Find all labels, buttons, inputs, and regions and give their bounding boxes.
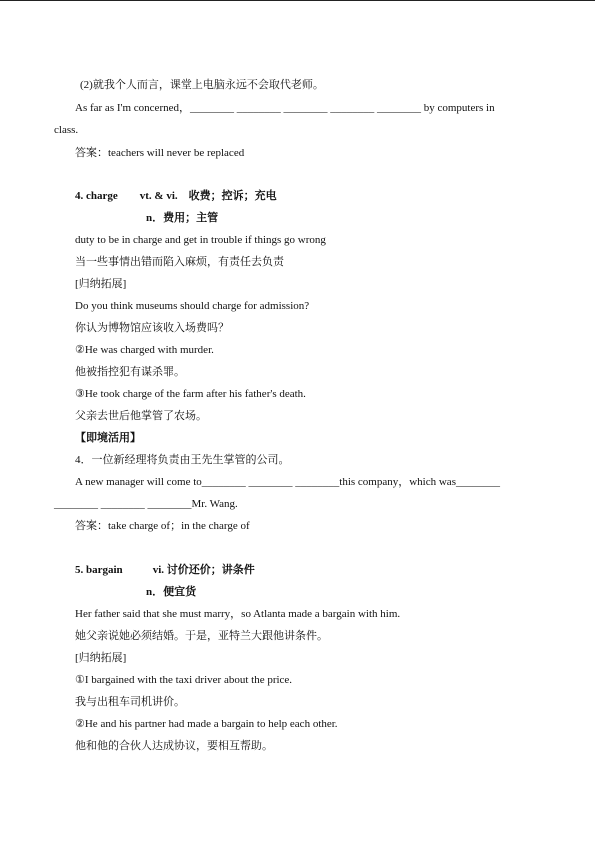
- entry-word: 4. charge: [75, 190, 118, 202]
- example-cn: 父亲去世后他掌管了农场。: [75, 410, 207, 422]
- practice-label: 【即境活用】: [75, 432, 141, 444]
- example-cn: 他被指控犯有谋杀罪。: [75, 366, 185, 378]
- example-cn: 我与出租车司机讲价。: [75, 696, 185, 708]
- example-en: Her father said that she must marry，so Atlanta made a bargain with him.: [75, 608, 401, 620]
- question-en-line1: A new manager will come to________ ________ ________this company，which was________: [75, 476, 500, 488]
- example-cn: 她父亲说她必须结婚。于是，亚特兰大跟他讲条件。: [75, 630, 328, 642]
- entry-definition: vi. 讨价还价；讲条件: [152, 564, 255, 576]
- extension-label: [归纳拓展]: [75, 278, 127, 290]
- example-cn: 他和他的合伙人达成协议，要相互帮助。: [75, 740, 273, 752]
- question-en-line2: ________ ________ ________Mr. Wang.: [54, 498, 238, 510]
- entry-definition: 收费；控诉；充电: [188, 190, 277, 202]
- entry-heading-bargain: [75, 563, 255, 577]
- entry-noun-definition: n．费用；主管: [146, 212, 219, 224]
- sentence-en-line1: As far as I'm concerned，________ ________ ________ ________ ________ by computers in: [75, 102, 495, 114]
- definition-cn: 当一些事情出错而陷入麻烦，有责任去负责: [75, 256, 284, 268]
- sentence-en-line2: class.: [54, 124, 79, 136]
- answer-text: 答案：take charge of；in the charge of: [75, 520, 250, 532]
- sentence-cn: (2)就我个人而言，课堂上电脑永远不会取代老师。: [80, 79, 324, 91]
- example-en: Do you think museums should charge for admission?: [75, 300, 310, 312]
- answer-text: 答案：teachers will never be replaced: [75, 147, 245, 159]
- example-en: ③He took charge of the farm after his father's death.: [75, 388, 306, 400]
- question-cn: 4．一位新经理将负责由王先生掌管的公司。: [75, 454, 290, 466]
- entry-noun-definition: n．便宜货: [146, 586, 197, 598]
- entry-heading-charge: [75, 189, 277, 203]
- example-en: ①I bargained with the taxi driver about the price.: [75, 674, 293, 686]
- extension-label: [归纳拓展]: [75, 652, 127, 664]
- example-en: ②He and his partner had made a bargain to help each other.: [75, 718, 338, 730]
- entry-pos: vt. & vi.: [139, 190, 178, 202]
- definition-en: duty to be in charge and get in trouble if things go wrong: [75, 234, 326, 246]
- example-cn: 你认为博物馆应该收入场费吗？: [75, 322, 229, 334]
- example-en: ②He was charged with murder.: [75, 344, 214, 356]
- entry-word: 5. bargain: [75, 564, 123, 576]
